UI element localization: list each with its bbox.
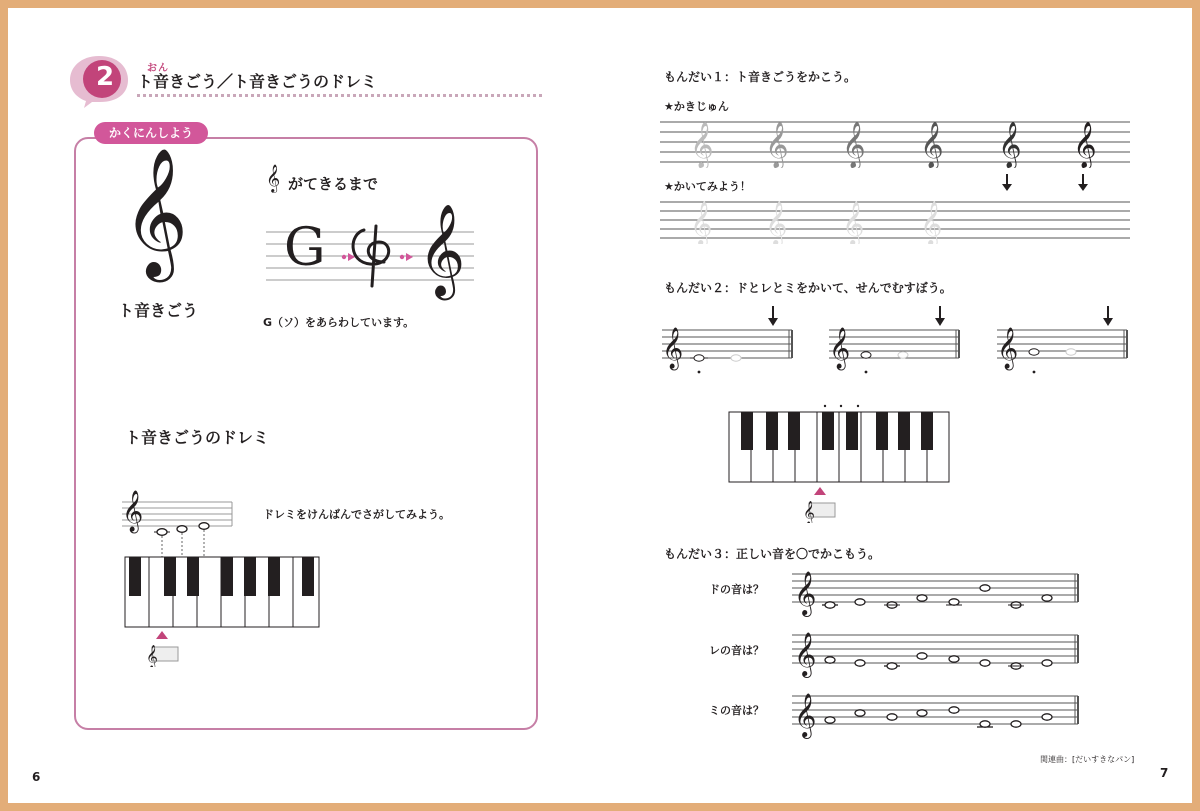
q2-staff-mi — [997, 306, 1131, 376]
svg-text:𝄞: 𝄞 — [998, 122, 1022, 168]
keyboard-left — [124, 556, 320, 628]
svg-text:𝄞: 𝄞 — [662, 328, 684, 369]
svg-text:𝄞: 𝄞 — [146, 644, 158, 667]
clef-caption: ト音きごう — [118, 301, 199, 320]
q3-staff-do — [792, 566, 1080, 618]
section1-heading: がてきるまで — [288, 175, 379, 193]
page-title: ト音きごう／ト音きごうのドレミ — [137, 72, 378, 91]
treble-clef-icon: 𝄞 — [122, 147, 189, 277]
q3-staff-mi — [792, 688, 1080, 740]
related-song-note: 関連曲：[だいすきなパン] — [1040, 755, 1135, 764]
q2-title: もんだい２：ドとレとミをかいて、せんでむすぼう。 — [664, 281, 952, 295]
q1-order-label: ★かきじゅん — [664, 100, 729, 113]
page-number-left: 6 — [32, 770, 41, 784]
q1-try-label: ★かいてみよう！ — [664, 180, 751, 193]
q2-staff-do — [662, 306, 796, 376]
triangle-marker-icon — [813, 486, 827, 496]
svg-text:𝄞: 𝄞 — [765, 201, 788, 244]
q3-title: もんだい３：正しい音を〇でかこもう。 — [664, 547, 881, 561]
svg-text:𝄞: 𝄞 — [920, 122, 944, 168]
triangle-marker-icon — [155, 630, 169, 640]
svg-text:𝄞: 𝄞 — [997, 328, 1019, 369]
svg-text:𝄞: 𝄞 — [690, 122, 714, 168]
treble-clef-icon: 𝄞 — [122, 491, 144, 532]
svg-text:𝄞: 𝄞 — [842, 122, 866, 168]
svg-text:𝄞: 𝄞 — [829, 328, 851, 369]
q3-label-re: レの音は？ — [709, 644, 764, 657]
q1-practice-staff — [660, 194, 1130, 244]
page-number-right: 7 — [1160, 766, 1169, 780]
lesson-number: 2 — [95, 62, 115, 92]
treble-clef-icon: 𝄞 — [418, 203, 466, 296]
q3-staff-re — [792, 627, 1080, 679]
small-clef-icon: 𝄞 — [266, 164, 281, 192]
q1-title: もんだい１：ト音きごうをかこう。 — [664, 70, 857, 84]
g-letter: G — [284, 218, 326, 278]
panel-tab: かくにんしよう — [94, 122, 208, 144]
svg-text:𝄞: 𝄞 — [690, 201, 713, 244]
keyboard-right — [728, 404, 950, 484]
mini-staff-icon — [144, 643, 180, 667]
g-caption: G（ソ）をあらわしています。 — [263, 316, 415, 329]
down-arrow-icon — [1000, 174, 1014, 192]
q1-order-staff — [660, 112, 1130, 168]
q3-label-mi: ミの音は？ — [709, 704, 764, 717]
svg-text:𝄞: 𝄞 — [920, 201, 943, 244]
down-arrow-icon — [1076, 174, 1090, 192]
svg-text:𝄞: 𝄞 — [794, 693, 817, 737]
svg-text:𝄞: 𝄞 — [842, 201, 865, 244]
title-divider — [137, 94, 542, 97]
svg-text:𝄞: 𝄞 — [765, 122, 789, 168]
doremi-caption: ドレミをけんばんでさがしてみよう。 — [263, 508, 450, 521]
svg-text:𝄞: 𝄞 — [794, 632, 817, 676]
section2-heading: ト音きごうのドレミ — [125, 428, 270, 447]
q3-label-do: ドの音は？ — [709, 583, 764, 596]
svg-text:𝄞: 𝄞 — [1073, 122, 1097, 168]
title-ruby: おん — [147, 63, 169, 74]
svg-text:𝄞: 𝄞 — [794, 571, 817, 615]
svg-text:𝄞: 𝄞 — [803, 500, 815, 523]
q2-staff-re — [829, 306, 963, 376]
mini-staff-icon — [801, 499, 837, 523]
